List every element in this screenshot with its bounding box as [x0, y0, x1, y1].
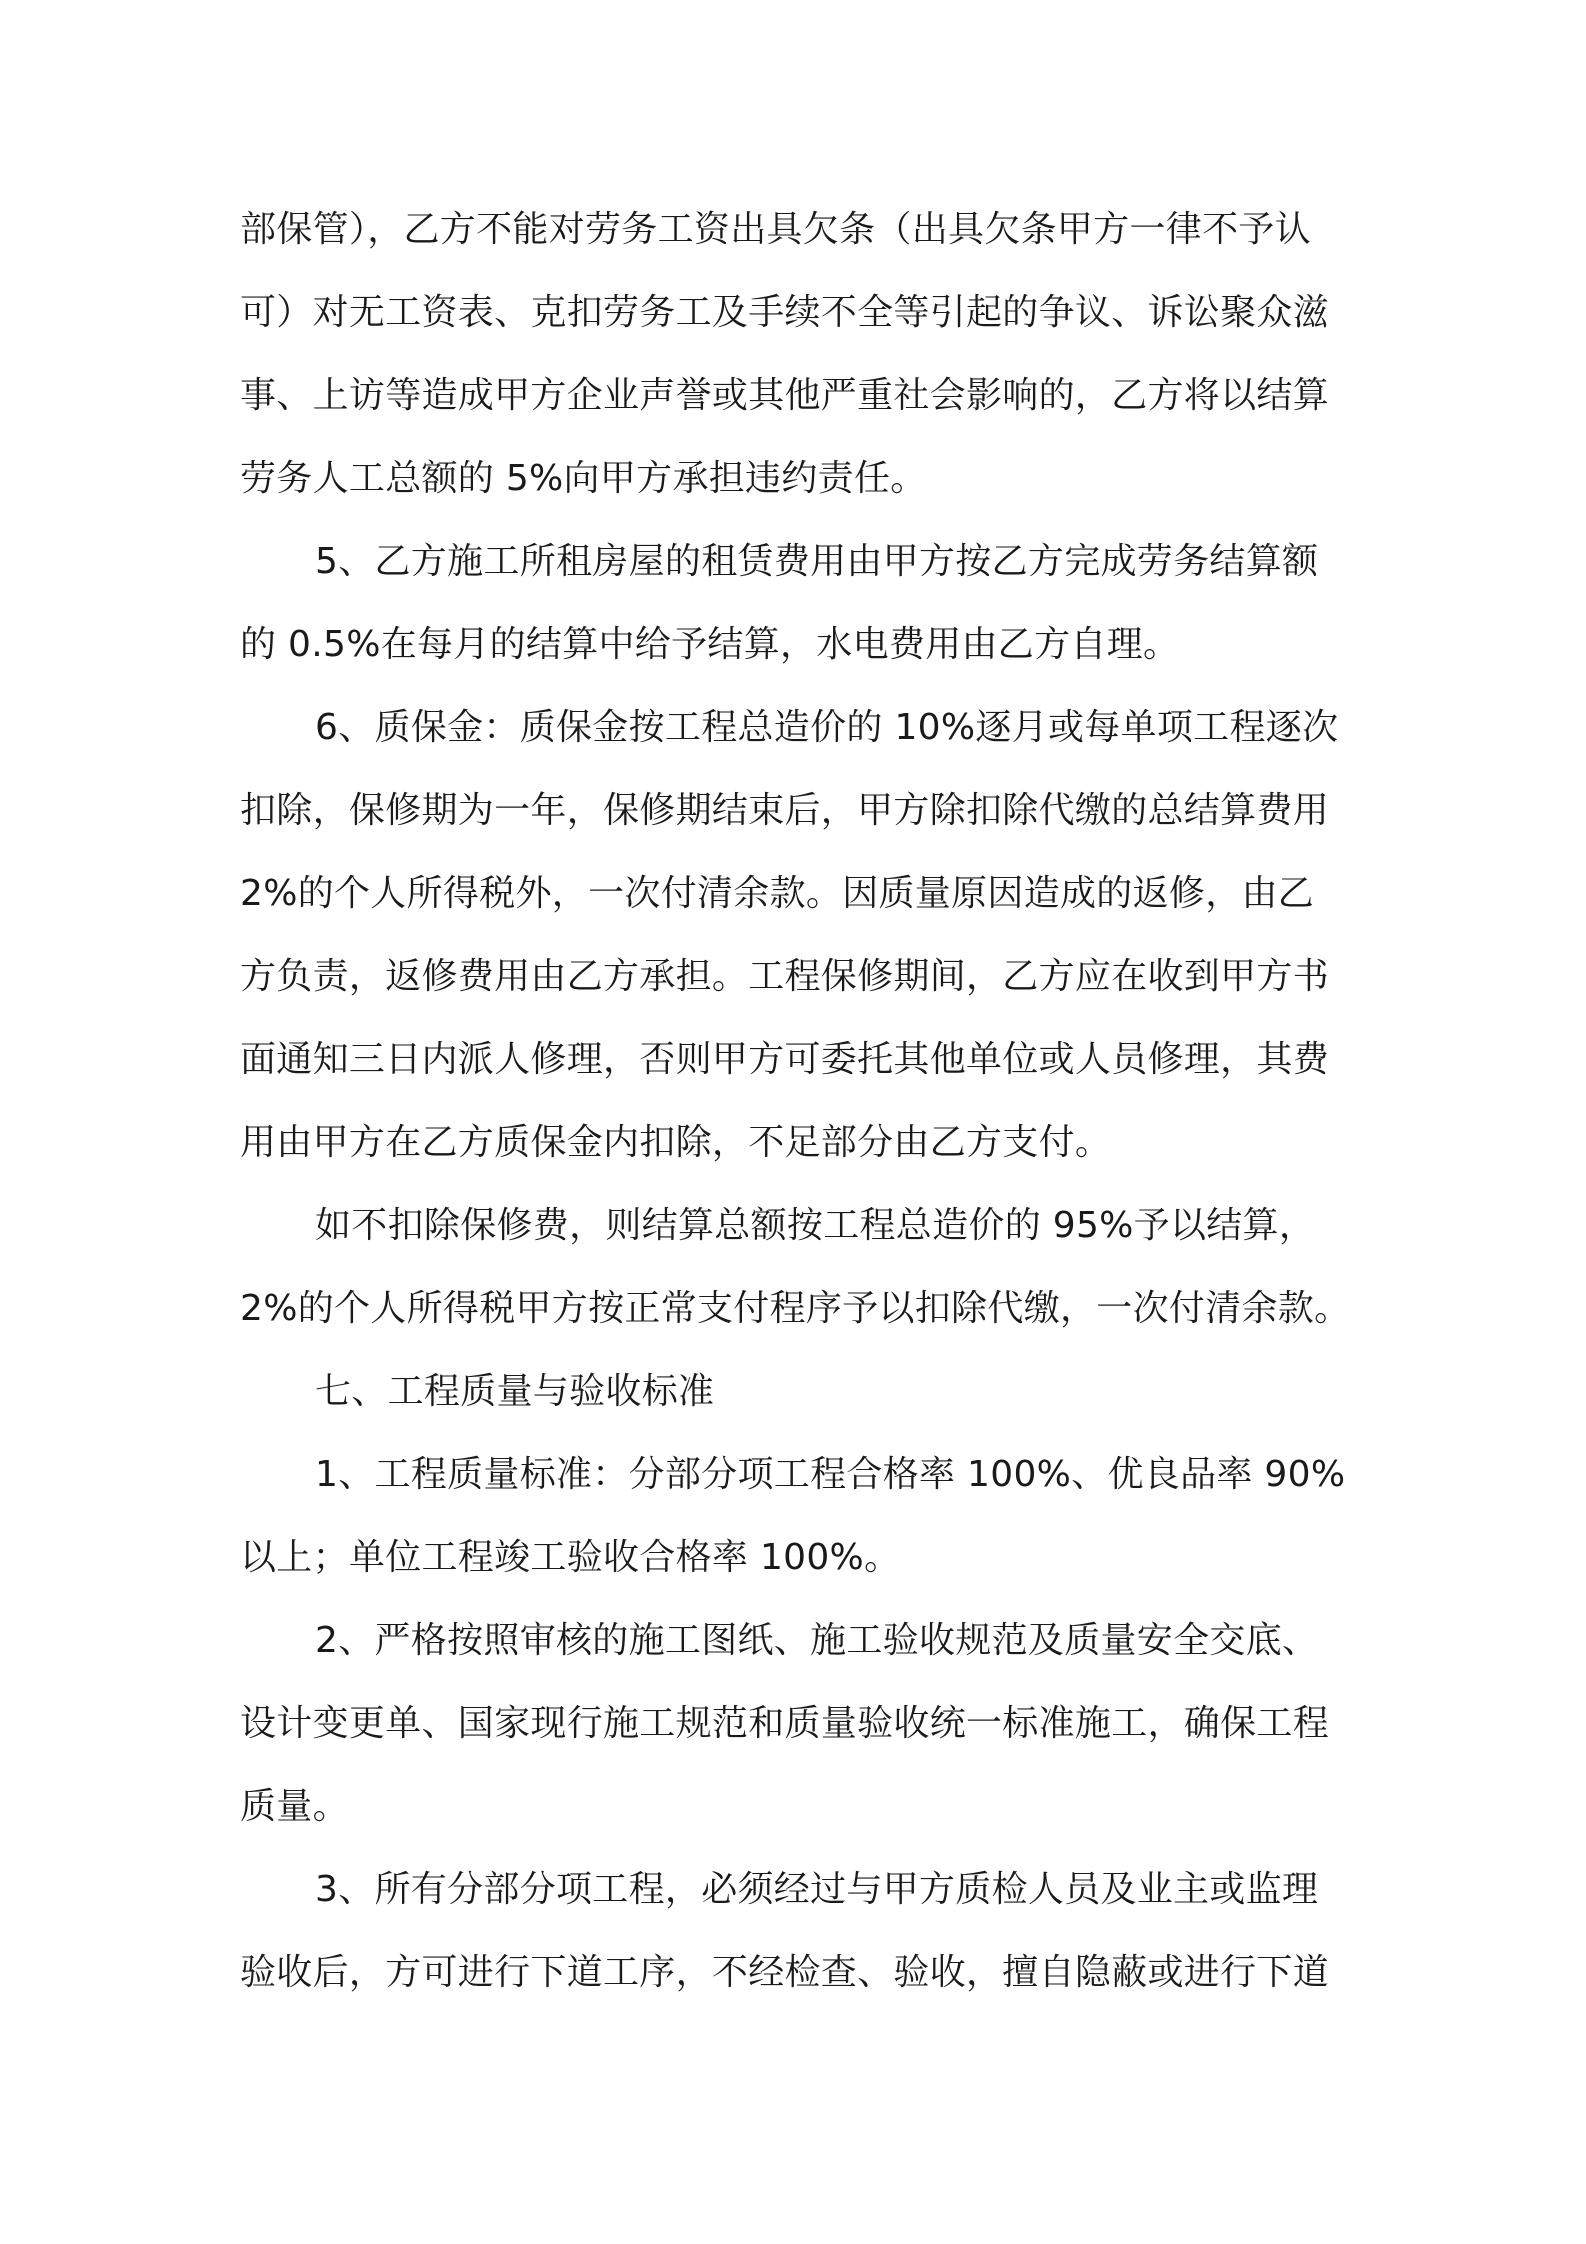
- text-line-2: 可）对无工资表、克扣劳务工及手续不全等引起的争议、诉讼聚众滋: [240, 292, 1330, 333]
- text-line-13: 如不扣除保修费，则结算总额按工程总造价的 95%予以结算，: [315, 1205, 1316, 1246]
- section-heading: 七、工程质量与验收标准: [315, 1371, 715, 1412]
- text-line-6: 的 0.5%在每月的结算中给予结算，水电费用由乙方自理。: [240, 624, 1180, 665]
- text-line-9: 2%的个人所得税外，一次付清余款。因质量原因造成的返修，由乙: [240, 873, 1315, 914]
- text-line-22: 验收后，方可进行下道工序，不经检查、验收，擅自隐蔽或进行下道: [240, 1952, 1330, 1993]
- text-line-20: 质量。: [240, 1786, 349, 1827]
- text-line-4: 劳务人工总额的 5%向甲方承担违约责任。: [240, 458, 927, 499]
- text-line-5: 5、乙方施工所租房屋的租赁费用由甲方按乙方完成劳务结算额: [315, 541, 1319, 582]
- text-line-21: 3、所有分部分项工程，必须经过与甲方质检人员及业主或监理: [315, 1869, 1319, 1910]
- text-line-3: 事、上访等造成甲方企业声誉或其他严重社会影响的，乙方将以结算: [240, 375, 1330, 416]
- text-line-11: 面通知三日内派人修理，否则甲方可委托其他单位或人员修理，其费: [240, 1039, 1330, 1080]
- text-line-16: 1、工程质量标准：分部分项工程合格率 100%、优良品率 90%: [315, 1454, 1346, 1495]
- text-line-18: 2、严格按照审核的施工图纸、施工验收规范及质量安全交底、: [315, 1620, 1319, 1661]
- text-line-12: 用由甲方在乙方质保金内扣除，不足部分由乙方支付。: [240, 1122, 1112, 1163]
- text-line-1: 部保管），乙方不能对劳务工资出具欠条（出具欠条甲方一律不予认: [240, 209, 1312, 250]
- text-line-8: 扣除，保修期为一年，保修期结束后，甲方除扣除代缴的总结算费用: [240, 790, 1330, 831]
- text-line-19: 设计变更单、国家现行施工规范和质量验收统一标准施工，确保工程: [240, 1703, 1330, 1744]
- text-line-17: 以上；单位工程竣工验收合格率 100%。: [240, 1537, 901, 1578]
- document-body: [240, 188, 1360, 2014]
- text-line-10: 方负责，返修费用由乙方承担。工程保修期间，乙方应在收到甲方书: [240, 956, 1330, 997]
- text-line-7: 6、质保金：质保金按工程总造价的 10%逐月或每单项工程逐次: [315, 707, 1339, 748]
- text-line-14: 2%的个人所得税甲方按正常支付程序予以扣除代缴，一次付清余款。: [240, 1288, 1351, 1329]
